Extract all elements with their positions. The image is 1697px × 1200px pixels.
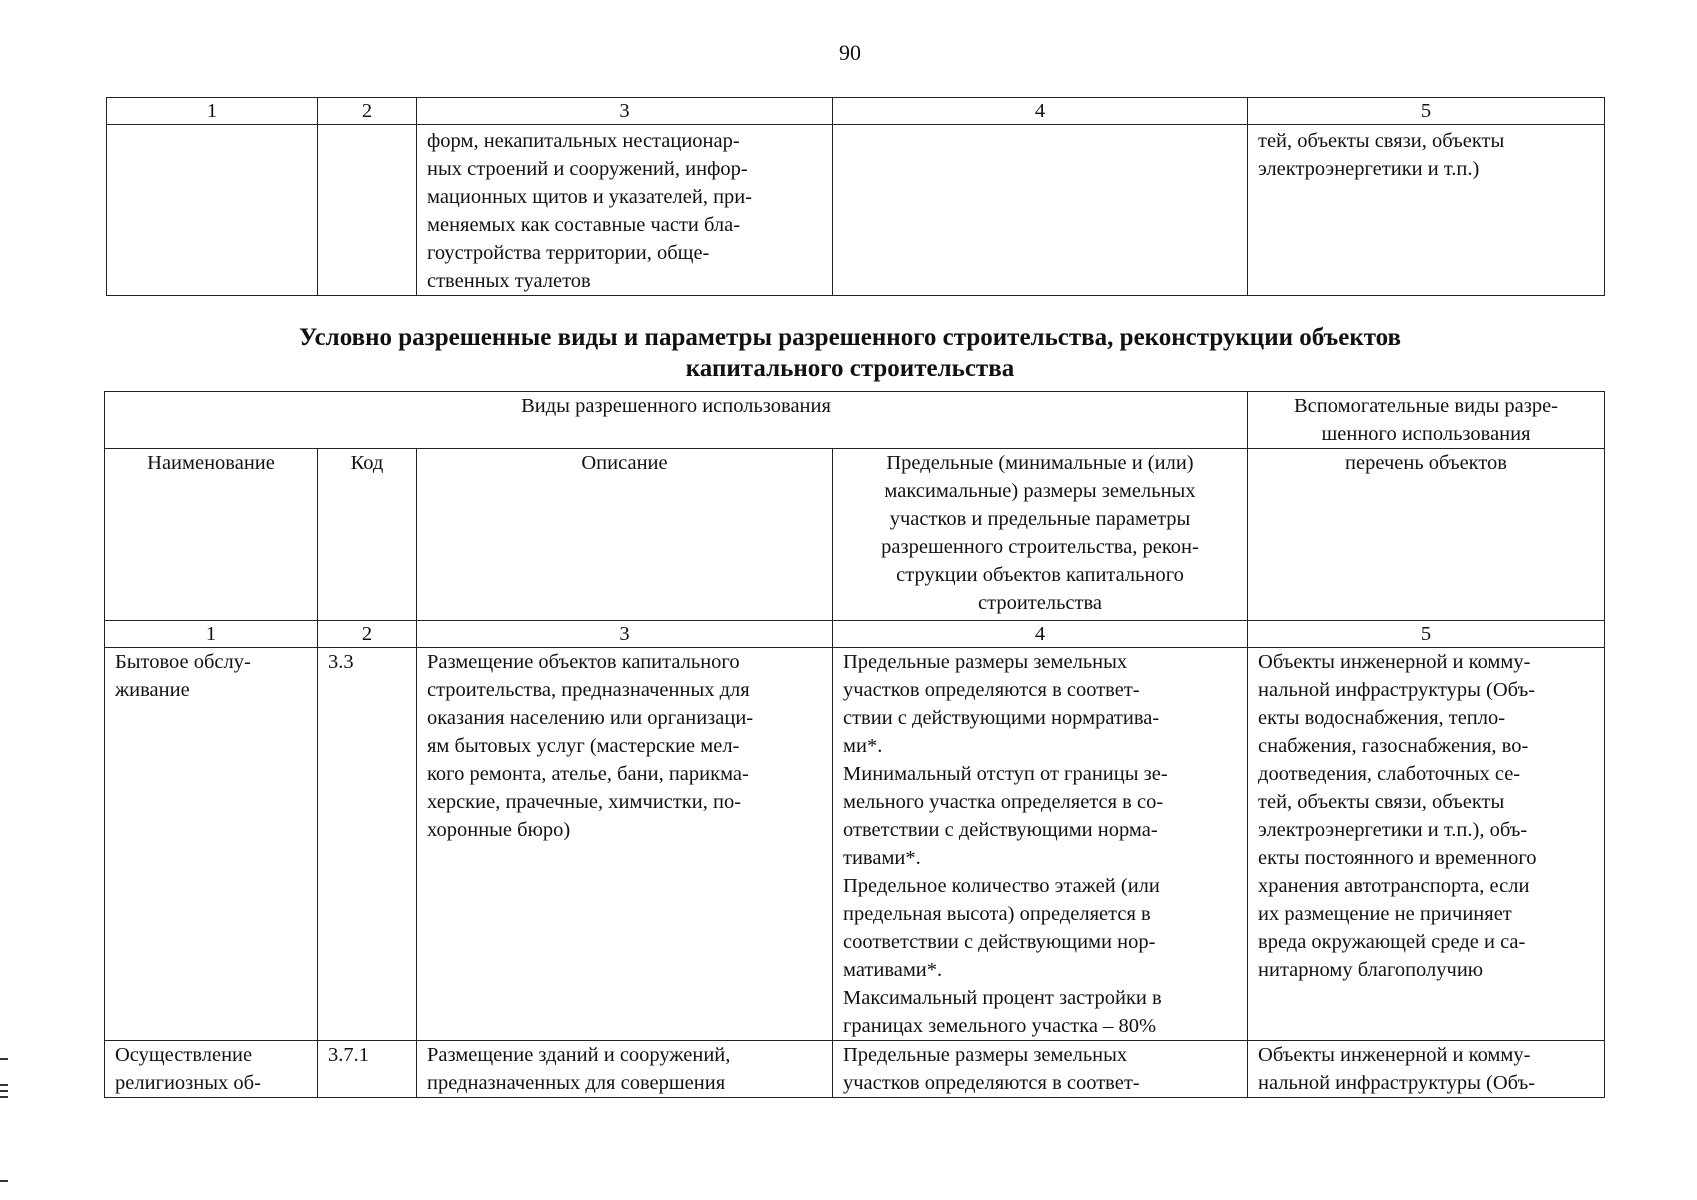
text-line: Размещение объектов капитального [427,651,740,673]
text-line: электроэнергетики и т.п.), объ- [1258,819,1528,841]
objects-cell [1248,1041,1605,1098]
text-line: ответствии с действующими норма- [843,819,1158,841]
text-line: меняемых как составные части бла- [427,214,741,236]
text-line: участков определяются в соответ- [843,679,1140,701]
group-header-row [105,392,1605,449]
text-line: ных строений и сооружений, инфор- [427,158,748,180]
text-line: тей, объекты связи, объекты [1258,130,1505,152]
column-header-row [105,449,1605,621]
text-line: херские, прачечные, химчистки, по- [427,791,742,813]
code-cell: 3.3 [318,648,417,1041]
text-line: нальной инфраструктуры (Объ- [1258,679,1536,701]
column-number-row [107,98,1605,125]
params-cell [833,125,1248,296]
column-number: 4 [833,621,1248,648]
text-line: Предельные размеры земельных [843,1044,1128,1066]
text-line: струкции объектов капитального [896,564,1184,586]
text-line: ми*. [843,735,883,757]
scan-margin-mark [0,1096,8,1098]
column-number: 3 [417,98,833,125]
scan-margin-mark [0,1090,8,1092]
continuation-table [106,97,1605,296]
column-header-objects: перечень объектов [1248,449,1605,621]
text-line: участков и предельные параметры [889,508,1191,530]
column-number: 2 [318,98,417,125]
text-line: живание [115,679,190,701]
text-line: ям бытовых услуг (мастерские мел- [427,735,740,757]
text-line: хранения автотранспорта, если [1258,875,1530,897]
column-number: 5 [1248,621,1605,648]
text-line: Максимальный процент застройки в [843,987,1162,1009]
text-line: оказания населению или организаци- [427,707,754,729]
text-line: хоронные бюро) [427,819,571,841]
column-number: 4 [833,98,1248,125]
text-line: мативами*. [843,959,943,981]
permitted-uses-table [104,391,1605,1098]
scan-margin-mark [0,1084,8,1086]
text-line: строительства, предназначенных для [427,679,750,701]
text-line: нальной инфраструктуры (Объ- [1258,1072,1536,1094]
text-line: снабжения, газоснабжения, во- [1258,735,1529,757]
column-number: 2 [318,621,417,648]
group-header-auxiliary-uses [1248,392,1605,449]
group-header-permitted-uses: Виды разрешенного использования [105,392,1248,449]
column-header-params [833,449,1248,621]
section-title-line: капитального строительства [685,355,1015,382]
params-cell [833,648,1248,1041]
text-line: екты постоянного и временного [1258,847,1537,869]
name-cell [105,1041,318,1098]
text-line: Осуществление [115,1044,253,1066]
text-line: ствии с действующими нормратива- [843,707,1160,729]
column-number: 3 [417,621,833,648]
section-title [0,322,1697,384]
text-line: тивами*. [843,847,921,869]
name-cell [107,125,318,296]
text-line: гоустройства территории, обще- [427,242,710,264]
text-line: доотведения, слаботочных се- [1258,763,1521,785]
column-number: 1 [107,98,318,125]
text-line: их размещение не причиняет [1258,903,1512,925]
scan-margin-mark [0,1180,8,1182]
column-number: 5 [1248,98,1605,125]
section-title-line: Условно разрешенные виды и параметры разрешенного строительства, реконструкции объектов [298,324,1402,351]
text-line: Бытовое обслу- [115,651,251,673]
text-line: Минимальный отступ от границы зе- [843,763,1168,785]
text-line: строительства [978,592,1102,614]
text-line: Размещение зданий и сооружений, [427,1044,731,1066]
text-line: нитарному благополучию [1258,959,1484,981]
description-cell [417,648,833,1041]
text-line: мационных щитов и указателей, при- [427,186,753,208]
text-line: Предельное количество этажей (или [843,875,1160,897]
text-line: соответствии с действующими нор- [843,931,1156,953]
text-line: кого ремонта, ателье, бани, парикма- [427,763,749,785]
objects-cell [1248,648,1605,1041]
text-line: мельного участка определяется в со- [843,791,1164,813]
text-line: тей, объекты связи, объекты [1258,791,1505,813]
table-row [105,1041,1605,1098]
text-line: шенного использования [1321,423,1531,445]
column-header-name: Наименование [105,449,318,621]
text-line: предназначенных для совершения [427,1072,726,1094]
text-line: электроэнергетики и т.п.) [1258,158,1480,180]
text-line: Предельные (минимальные и (или) [886,452,1194,474]
table-row [107,125,1605,296]
objects-cell [1248,125,1605,296]
description-cell [417,125,833,296]
text-line: Объекты инженерной и комму- [1258,651,1531,673]
text-line: участков определяются в соответ- [843,1072,1140,1094]
text-line: максимальные) размеры земельных [884,480,1196,502]
text-line: екты водоснабжения, тепло- [1258,707,1506,729]
text-line: форм, некапитальных нестационар- [427,130,740,152]
column-header-description: Описание [417,449,833,621]
text-line: предельная высота) определяется в [843,903,1151,925]
column-number: 1 [105,621,318,648]
name-cell [105,648,318,1041]
text-line: разрешенного строительства, рекон- [881,536,1199,558]
text-line: Предельные размеры земельных [843,651,1128,673]
text-line: Объекты инженерной и комму- [1258,1044,1531,1066]
code-cell: 3.7.1 [318,1041,417,1098]
column-header-code: Код [318,449,417,621]
text-line: Вспомогательные виды разре- [1294,395,1559,417]
page-number: 90 [839,40,861,65]
text-line: вреда окружающей среде и са- [1258,931,1526,953]
text-line: религиозных об- [115,1072,261,1094]
column-number-row [105,621,1605,648]
code-cell [318,125,417,296]
description-cell [417,1041,833,1098]
table-row [105,648,1605,1041]
text-line: ственных туалетов [427,270,591,292]
text-line: границах земельного участка – 80% [843,1015,1157,1037]
params-cell [833,1041,1248,1098]
scan-margin-mark [0,1058,8,1060]
